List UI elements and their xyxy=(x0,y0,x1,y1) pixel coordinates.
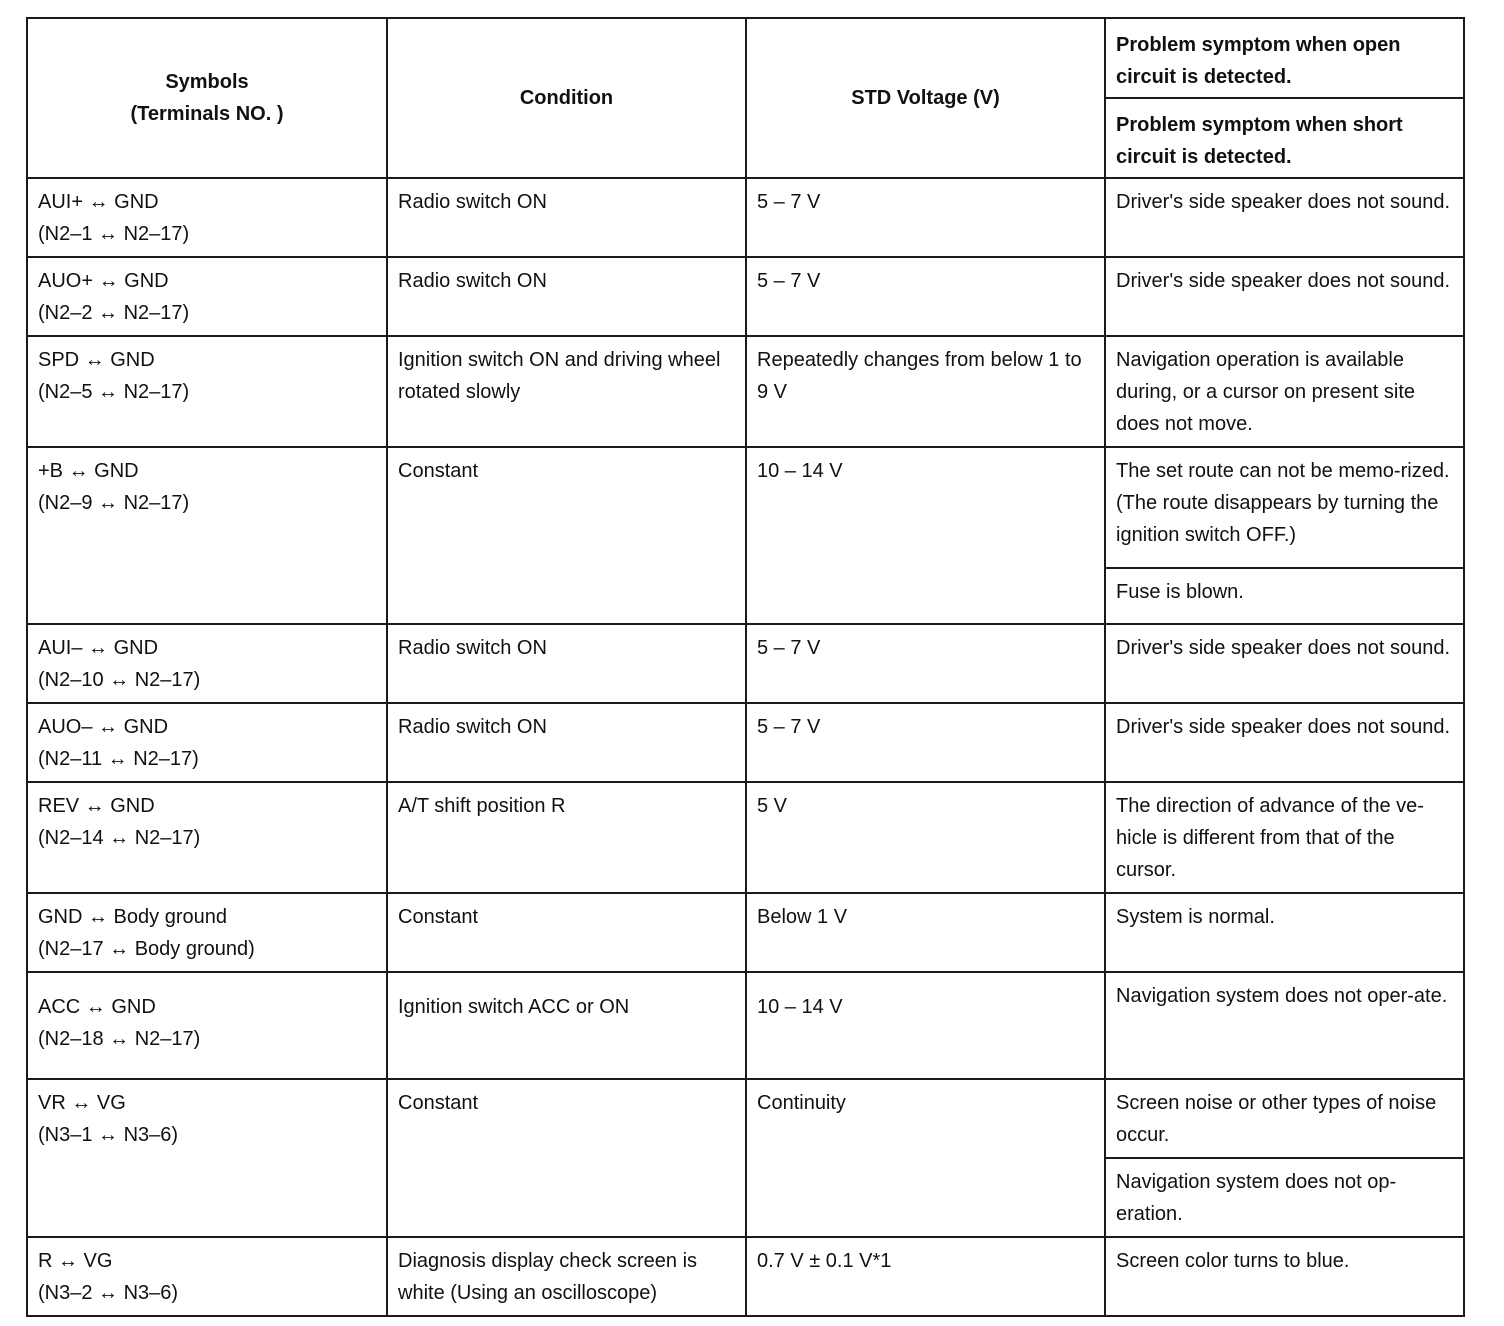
symbol-text: R ↔ VG xyxy=(38,1250,113,1272)
symbol-text: +B ↔ GND xyxy=(38,460,139,482)
voltage-cell: Repeatedly changes from below 1 to 9 V xyxy=(746,336,1105,447)
voltage-cell: 5 – 7 V xyxy=(746,624,1105,703)
terminals-text: (N2–18 ↔ N2–17) xyxy=(38,1028,201,1050)
header-row xyxy=(27,18,1464,98)
voltage-cell: Below 1 V xyxy=(746,893,1105,972)
terminals-text: (N3–1 ↔ N3–6) xyxy=(38,1124,179,1146)
voltage-cell: 5 – 7 V xyxy=(746,703,1105,782)
terminals-text: (N2–5 ↔ N2–17) xyxy=(38,381,190,403)
symptom-open-cell: Screen noise or other types of noise occur. xyxy=(1105,1079,1464,1158)
table-row xyxy=(27,782,1464,893)
table-row xyxy=(27,447,1464,568)
symbol-text: AUI– ↔ GND xyxy=(38,637,159,659)
condition-cell: Radio switch ON xyxy=(387,624,746,703)
condition-cell: Radio switch ON xyxy=(387,178,746,257)
symbol-cell xyxy=(27,624,387,703)
symbol-cell xyxy=(27,257,387,336)
symptom-cell: System is normal. xyxy=(1105,893,1464,972)
symbol-cell xyxy=(27,1079,387,1237)
table-row xyxy=(27,257,1464,336)
table-row xyxy=(27,1079,1464,1158)
symbol-cell xyxy=(27,336,387,447)
voltage-cell: 0.7 V ± 0.1 V*1 xyxy=(746,1237,1105,1316)
symbol-text: AUI+ ↔ GND xyxy=(38,191,159,213)
condition-cell: Diagnosis display check screen is white (Using an oscilloscope) xyxy=(387,1237,746,1316)
terminals-text: (N2–9 ↔ N2–17) xyxy=(38,492,190,514)
terminals-text: (N2–17 ↔ Body ground) xyxy=(38,938,255,960)
symptom-cell: Screen color turns to blue. xyxy=(1105,1237,1464,1316)
table-row xyxy=(27,624,1464,703)
terminal-spec-table-container xyxy=(26,17,1463,1304)
condition-cell: Constant xyxy=(387,447,746,624)
symbol-cell xyxy=(27,782,387,893)
header-short-circuit-symptom: Problem symptom when short circuit is detected. xyxy=(1105,98,1464,178)
symptom-cell: Driver's side speaker does not sound. xyxy=(1105,257,1464,336)
header-condition: Condition xyxy=(387,18,746,178)
voltage-cell: 5 – 7 V xyxy=(746,178,1105,257)
symptom-cell: Driver's side speaker does not sound. xyxy=(1105,703,1464,782)
voltage-cell: 5 – 7 V xyxy=(746,257,1105,336)
voltage-cell: Continuity xyxy=(746,1079,1105,1237)
symbol-text: ACC ↔ GND xyxy=(38,996,156,1018)
symptom-short-cell: Navigation system does not op-eration. xyxy=(1105,1158,1464,1237)
symbol-cell xyxy=(27,1237,387,1316)
symptom-cell: Navigation system does not oper-ate. xyxy=(1105,972,1464,1079)
symbol-text: REV ↔ GND xyxy=(38,795,155,817)
terminals-text: (N2–1 ↔ N2–17) xyxy=(38,223,190,245)
symptom-cell: The direction of advance of the ve-hicle is different from that of the cursor. xyxy=(1105,782,1464,893)
terminals-text: (N2–10 ↔ N2–17) xyxy=(38,669,201,691)
voltage-cell xyxy=(746,782,1105,893)
voltage-cell: 10 – 14 V xyxy=(746,447,1105,624)
condition-cell: Ignition switch ACC or ON xyxy=(387,972,746,1079)
condition-cell xyxy=(387,782,746,893)
condition-text: A/T shift position R xyxy=(398,795,566,817)
symbol-cell xyxy=(27,178,387,257)
symptom-cell: Driver's side speaker does not sound. xyxy=(1105,624,1464,703)
symbol-text: GND ↔ Body ground xyxy=(38,906,227,928)
header-symbols xyxy=(27,18,387,178)
symbol-text: AUO+ ↔ GND xyxy=(38,270,169,292)
symbol-cell xyxy=(27,972,387,1079)
table-row xyxy=(27,972,1464,1079)
header-std-voltage: STD Voltage (V) xyxy=(746,18,1105,178)
condition-cell: Radio switch ON xyxy=(387,257,746,336)
symbol-text: AUO– ↔ GND xyxy=(38,716,169,738)
table-row xyxy=(27,1237,1464,1316)
symptom-short-cell: Fuse is blown. xyxy=(1105,568,1464,624)
terminals-text: (N3–2 ↔ N3–6) xyxy=(38,1282,179,1304)
voltage-cell: 10 – 14 V xyxy=(746,972,1105,1079)
symptom-cell: Navigation operation is available during, or a cursor on present site does not move. xyxy=(1105,336,1464,447)
symbol-text: SPD ↔ GND xyxy=(38,349,155,371)
table-row xyxy=(27,703,1464,782)
terminals-text: (N2–14 ↔ N2–17) xyxy=(38,827,201,849)
terminals-text: (N2–11 ↔ N2–17) xyxy=(38,748,199,770)
terminals-text: (N2–2 ↔ N2–17) xyxy=(38,302,190,324)
header-open-circuit-symptom: Problem symptom when open circuit is detected. xyxy=(1105,18,1464,98)
header-symbols-label: Symbols xyxy=(165,71,249,93)
symptom-cell: Driver's side speaker does not sound. xyxy=(1105,178,1464,257)
condition-cell: Constant xyxy=(387,893,746,972)
symbol-cell xyxy=(27,893,387,972)
symbol-cell xyxy=(27,703,387,782)
condition-cell: Radio switch ON xyxy=(387,703,746,782)
symbol-cell xyxy=(27,447,387,624)
condition-cell: Constant xyxy=(387,1079,746,1237)
terminal-spec-table xyxy=(26,17,1465,1317)
condition-cell: Ignition switch ON and driving wheel rotated slowly xyxy=(387,336,746,447)
table-row xyxy=(27,893,1464,972)
symptom-open-cell: The set route can not be memo-rized. (The route disappears by turning the ignition switch OFF.) xyxy=(1105,447,1464,568)
table-row xyxy=(27,336,1464,447)
voltage-text: 5 V xyxy=(757,795,788,817)
table-row xyxy=(27,178,1464,257)
symbol-text: VR ↔ VG xyxy=(38,1092,126,1114)
header-terminals-label: (Terminals NO. ) xyxy=(130,103,284,125)
